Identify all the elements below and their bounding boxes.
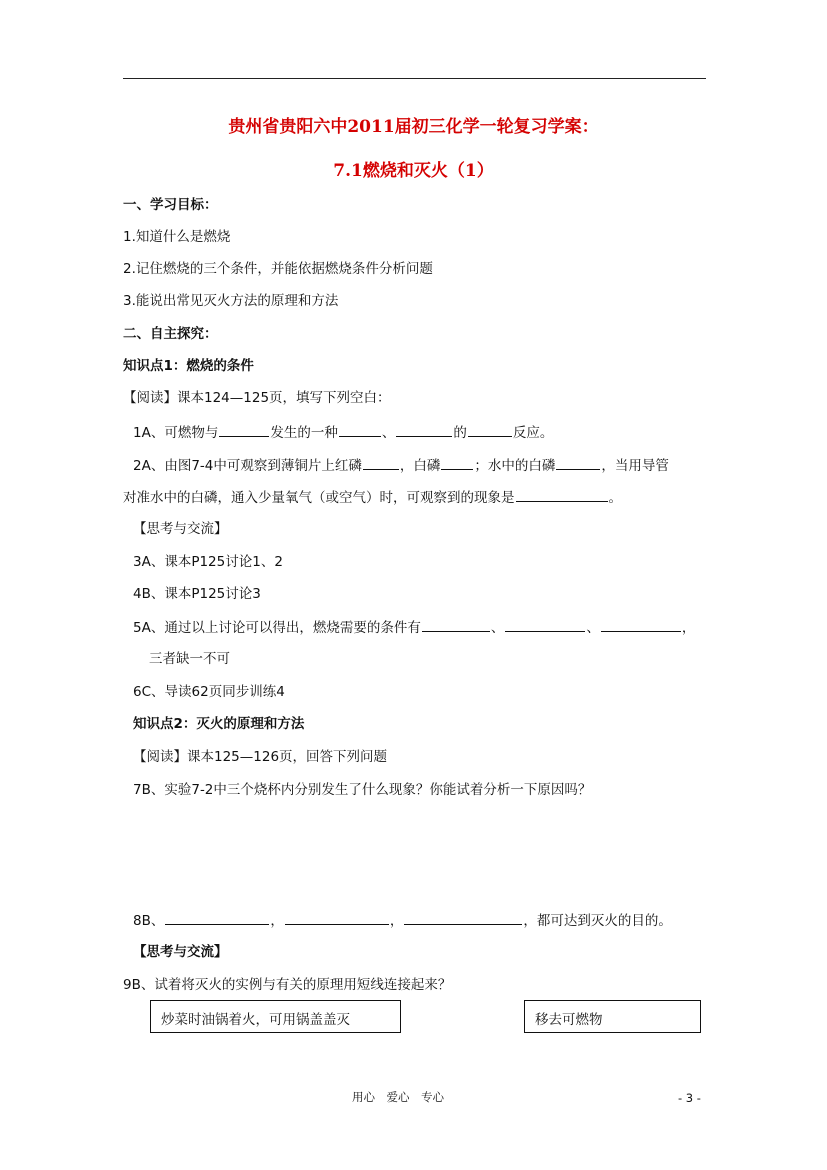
q5-blank-1[interactable] (422, 618, 490, 632)
question-4: 4B、课本P125讨论3 (133, 586, 261, 602)
q5-part-d: ， (681, 620, 696, 636)
question-2 (133, 456, 669, 475)
goal-3: 3.能说出常见灭火方法的原理和方法 (123, 293, 339, 309)
reading-instruction-1: 【阅读】课本124—125页，填写下列空白： (123, 390, 391, 406)
question-6: 6C、导读62页同步训练4 (133, 684, 285, 700)
question-3: 3A、课本P125讨论1、2 (133, 554, 283, 570)
think-exchange-1: 【思考与交流】 (133, 521, 228, 537)
lesson-title: 7.1燃烧和灭火（1） (333, 161, 494, 181)
q1-blank-1[interactable] (219, 423, 269, 437)
q5-blank-3[interactable] (601, 618, 681, 632)
q2-part-d: ，当用导管 (601, 458, 669, 474)
header-rule (123, 78, 706, 79)
q5-part-a: 5A、通过以上讨论可以得出，燃烧需要的条件有 (133, 620, 421, 636)
page-number: - 3 - (678, 1091, 701, 1105)
q2-part-b: ，白磷 (399, 458, 441, 474)
q5-part-b: 、 (490, 620, 505, 636)
q2-blank-1[interactable] (363, 456, 399, 470)
think-exchange-2: 【思考与交流】 (133, 944, 228, 960)
goal-1: 1.知道什么是燃烧 (123, 229, 231, 245)
question-7: 7B、实验7-2中三个烧杯内分别发生了什么现象？你能试着分析一下原因吗？ (133, 782, 592, 798)
q2-line2-part-b: 。 (608, 490, 622, 506)
q5-part-c: 、 (586, 620, 600, 636)
knowledge-point-1-heading: 知识点1：燃烧的条件 (123, 358, 254, 374)
q2-part-a: 2A、由图7-4中可观察到薄铜片上红磷 (133, 458, 362, 474)
q5-blank-2[interactable] (505, 618, 585, 632)
q1-part-b: 发生的一种 (270, 425, 338, 441)
q1-part-c: 、 (381, 425, 396, 441)
q1-blank-3[interactable] (396, 423, 452, 437)
q8-blank-3[interactable] (404, 911, 522, 925)
goal-2: 2.记住燃烧的三个条件，并能依据燃烧条件分析问题 (123, 261, 433, 277)
q2-part-c: ；水中的白磷 (474, 458, 556, 474)
q8-part-b: ， (270, 913, 284, 929)
q8-part-c: ， (389, 913, 404, 929)
q8-blank-1[interactable] (165, 911, 269, 925)
q1-blank-2[interactable] (339, 423, 381, 437)
knowledge-point-2-heading: 知识点2：灭火的原理和方法 (133, 716, 305, 732)
q1-part-a: 1A、可燃物与 (133, 425, 219, 441)
q2-blank-2[interactable] (441, 456, 473, 470)
q8-part-d: ，都可达到灭火的目的。 (523, 913, 672, 929)
q1-blank-4[interactable] (468, 423, 512, 437)
principle-box-right: 移去可燃物 (524, 1000, 701, 1033)
q8-part-a: 8B、 (133, 913, 165, 929)
q2-blank-3[interactable] (556, 456, 600, 470)
question-1 (133, 423, 553, 442)
q1-part-d: 的 (453, 425, 467, 441)
footer-motto: 用心 爱心 专心 (352, 1090, 444, 1104)
document-title: 贵州省贵阳六中2011届初三化学一轮复习学案： (228, 117, 599, 137)
goals-heading: 一、学习目标： (123, 197, 218, 213)
q2-blank-4[interactable] (516, 488, 608, 502)
question-2-line-2 (123, 488, 622, 507)
q8-blank-2[interactable] (285, 911, 389, 925)
q1-part-e: 反应。 (512, 425, 554, 441)
example-box-left: 炒菜时油锅着火，可用锅盖盖灭 (150, 1000, 401, 1033)
explore-heading: 二、自主探究： (123, 326, 218, 342)
question-5 (133, 618, 695, 637)
q2-line2-part-a: 对准水中的白磷，通入少量氧气（或空气）时，可观察到的现象是 (123, 490, 515, 506)
reading-instruction-2: 【阅读】课本125—126页，回答下列问题 (133, 749, 388, 765)
question-5-line-2: 三者缺一不可 (149, 651, 230, 667)
question-9: 9B、试着将灭火的实例与有关的原理用短线连接起来？ (123, 977, 452, 993)
question-8 (133, 911, 672, 930)
